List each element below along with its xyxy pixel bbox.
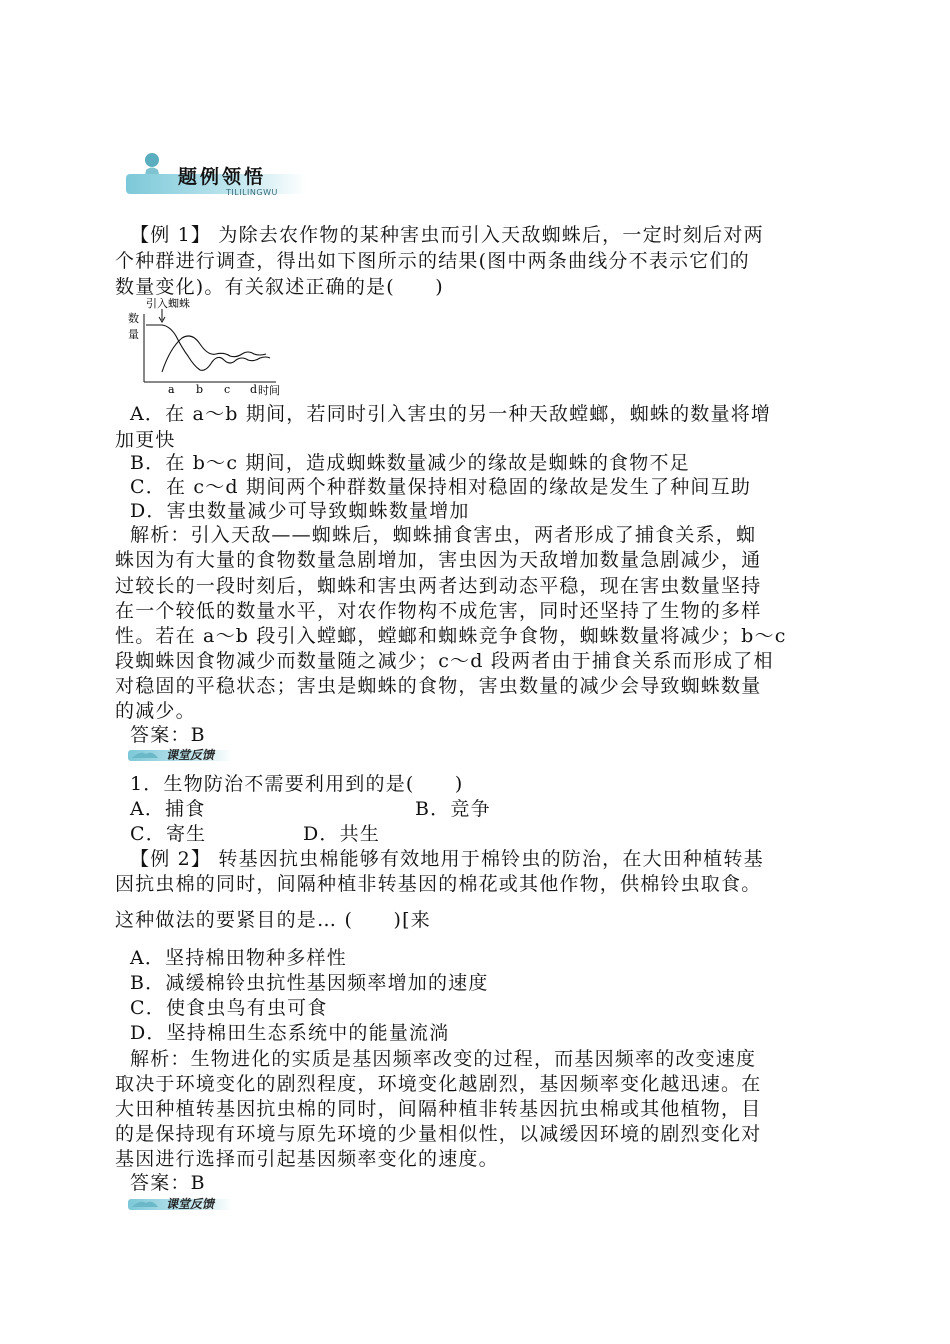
x-label: 时间 [258, 384, 280, 397]
banner-subtitle: TILILINGWU [226, 188, 278, 197]
banner-title: 题例领悟 [178, 166, 267, 188]
question1-option-d: D．共生 [303, 823, 381, 845]
y-label-2: 量 [128, 328, 139, 341]
feedback-badge-label: 课堂反馈 [166, 1197, 215, 1211]
example2-option-b: B．减缓棉铃虫抗性基因频率增加的速度 [130, 972, 489, 994]
example1-analysis-2: 蛛因为有大量的食物数量急剧增加，害虫因为天敌增加数量急剧减少，通 [115, 549, 762, 571]
book-icon [130, 746, 160, 762]
example1-analysis-4: 在一个较低的数量水平，对农作物构不成危害，同时还坚持了生物的多样 [115, 600, 762, 622]
section-banner [126, 150, 306, 200]
question1-option-a: A．捕食 [130, 798, 206, 820]
example1-option-a-cont: 加更快 [115, 429, 176, 451]
example1-analysis-7: 对稳固的平稳状态；害虫是蜘蛛的食物，害虫数量的减少会导致蜘蛛数量 [115, 675, 762, 697]
example1-line-2: 个种群进行调查，得出如下图所示的结果(图中两条曲线分不表示它们的 [115, 250, 750, 272]
tick-c: c [224, 383, 231, 396]
example2-line-3: 这种做法的要紧目的是… ( )[来 [115, 909, 431, 931]
example2-analysis-3: 大田种植转基因抗虫棉的同时，间隔种植非转基因抗虫棉或其他植物，目 [115, 1098, 762, 1120]
example1-option-d: D．害虫数量减少可导致蜘蛛数量增加 [130, 500, 470, 522]
tick-b: b [196, 383, 204, 396]
example2-analysis-2: 取决于环境变化的剧烈程度，环境变化越剧烈，基因频率变化越迅速。在 [115, 1073, 762, 1095]
example2-line-2: 因抗虫棉的同时，间隔种植非转基因的棉花或其他作物，供棉铃虫取食。 [115, 873, 762, 895]
example1-line-3: 数量变化)。有关叙述正确的是( ) [115, 276, 444, 298]
feedback-badge-label: 课堂反馈 [166, 748, 215, 762]
example1-analysis-6: 段蜘蛛因食物减少而数量随之减少；c～d 段两者由于捕食关系而形成了相 [115, 650, 774, 672]
example1-option-c: C．在 c～d 期间两个种群数量保持相对稳固的缘故是发生了种间互助 [130, 476, 752, 498]
example2-line-1: 【例 2】 转基因抗虫棉能够有效地用于棉铃虫的防治，在大田种植转基 [130, 848, 764, 870]
question1-option-b: B．竞争 [415, 798, 491, 820]
tick-d: d [250, 383, 258, 396]
book-icon [130, 1195, 160, 1211]
example2-option-c: C．使食虫鸟有虫可食 [130, 997, 328, 1019]
question1-stem: 1．生物防治不需要利用到的是( ) [130, 773, 464, 795]
example1-option-a: A．在 a～b 期间，若同时引入害虫的另一种天敌螳螂，蜘蛛的数量将增 [130, 403, 772, 425]
tick-a: a [168, 383, 175, 396]
population-chart [126, 298, 296, 398]
example1-answer: 答案：B [130, 724, 206, 746]
example1-analysis-5: 性。若在 a～b 段引入螳螂，螳螂和蜘蛛竞争食物，蜘蛛数量将减少；b～c [115, 625, 787, 647]
feedback-badge-1 [128, 746, 232, 762]
example1-analysis-3: 过较长的一段时刻后，蜘蛛和害虫两者达到动态平稳，现在害虫数量坚持 [115, 575, 762, 597]
example1-option-b: B．在 b～c 期间，造成蜘蛛数量减少的缘故是蜘蛛的食物不足 [130, 452, 690, 474]
example2-analysis-5: 基因进行选择而引起基因频率变化的速度。 [115, 1148, 499, 1170]
example2-option-a: A．坚持棉田物种多样性 [130, 947, 347, 969]
feedback-badge-2 [128, 1195, 232, 1211]
question1-option-c: C．寄生 [130, 823, 207, 845]
example2-option-d: D．坚持棉田生态系统中的能量流淌 [130, 1022, 450, 1044]
example1-analysis-1: 解析：引入天敌——蜘蛛后，蜘蛛捕食害虫，两者形成了捕食关系，蜘 [130, 524, 757, 546]
spider-curve [162, 336, 266, 372]
example1-line-1: 【例 1】 为除去农作物的某种害虫而引入天敌蜘蛛后，一定时刻后对两 [130, 224, 764, 246]
example2-analysis-4: 的是保持现有环境与原先环境的少量相似性，以减缓因环境的剧烈变化对 [115, 1123, 762, 1145]
chart-annotation: 引入蜘蛛 [146, 298, 190, 310]
example2-answer: 答案：B [130, 1172, 206, 1194]
example1-analysis-8: 的减少。 [115, 700, 196, 722]
example2-analysis-1: 解析：生物进化的实质是基因频率改变的过程，而基因频率的改变速度 [130, 1048, 757, 1070]
y-label-1: 数 [128, 312, 139, 325]
